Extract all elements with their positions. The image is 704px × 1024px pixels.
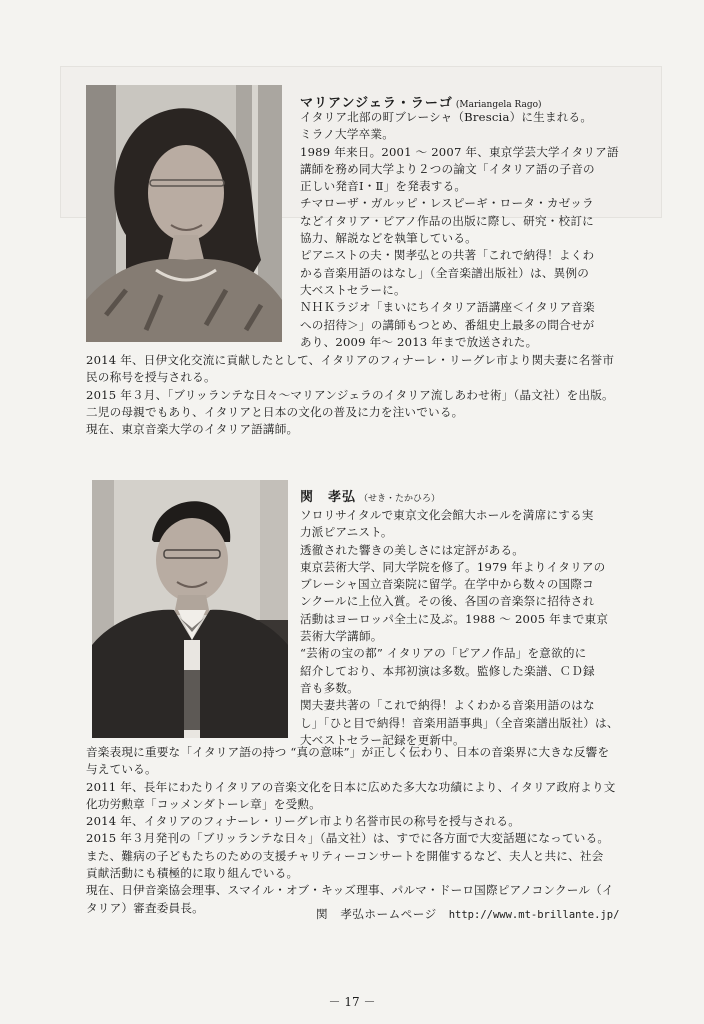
portrait-mariangela-rago xyxy=(86,85,282,342)
bio-line: ＮＨＫラジオ「まいにちイタリア語講座＜イタリア音楽 xyxy=(300,300,595,315)
homepage-url[interactable]: http://www.mt-brillante.jp/ xyxy=(448,909,620,921)
bio-line: 2011 年、長年にわたりイタリアの音楽文化を日本に広めた多大な功績により、イタリア政府より文 xyxy=(86,779,616,794)
homepage-line xyxy=(316,906,619,922)
bio-line: 関夫妻共著の「これで納得！よくわかる音楽用語のはな xyxy=(300,698,595,713)
bio-line: 透徹された響きの美しさには定評がある。 xyxy=(300,542,525,557)
homepage-label: 関 孝弘ホームページ xyxy=(316,907,437,921)
bio-line: 正しい発音Ⅰ・Ⅱ」を発表する。 xyxy=(300,179,467,194)
bio-line: 2014 年、イタリアのフィナーレ・リーグレ市より名誉市民の称号を授与される。 xyxy=(86,814,521,829)
bio-line: 活動はヨーロッパ全土に及ぶ。1988 ～ 2005 年まで東京 xyxy=(300,611,609,626)
profile1-name: マリアンジェラ・ラーゴ xyxy=(300,96,453,111)
portrait-takahiro-seki xyxy=(92,480,288,738)
bio-line: への招待＞」の講師もつとめ、番組史上最多の問合せが xyxy=(300,317,595,332)
bio-line: 二児の母親でもあり、イタリアと日本の文化の普及に力を注いでいる。 xyxy=(86,404,464,419)
profile2-bio-wide xyxy=(86,744,616,917)
bio-line: 1989 年来日。2001 ～ 2007 年、東京学芸大学イタリア語 xyxy=(300,144,619,159)
profile2-name: 関 孝弘 xyxy=(300,490,357,505)
bio-line: チマローザ・ガルッピ・レスピーギ・ロータ・カゼッラ xyxy=(300,196,594,211)
bio-line: 与えている。 xyxy=(86,762,157,777)
profile1-name-reading: (Mariangela Rago) xyxy=(455,100,542,110)
bio-line: ソロリサイタルで東京文化会館大ホールを満席にする実 xyxy=(300,508,594,522)
profile2-bio-narrow xyxy=(300,507,619,749)
bio-line: あり、2009 年～ 2013 年まで放送された。 xyxy=(300,334,538,349)
bio-line: 現在、日伊音楽協会理事、スマイル・オブ・キッズ理事、パルマ・ドーロ国際ピアノコンクール（イ xyxy=(86,883,614,898)
bio-line: 大ベストセラーに。 xyxy=(300,282,406,297)
bio-line: ピアニストの夫・関孝弘との共著「これで納得！よくわ xyxy=(300,248,595,263)
bio-line: 化功労勲章「コッメンダトーレ章」を受勲。 xyxy=(86,796,321,811)
profile1-bio-wide xyxy=(86,352,615,438)
bio-line: し」「ひと目で納得！音楽用語事典」（全音楽譜出版社）は、 xyxy=(300,715,619,730)
page-number: － 17 － xyxy=(328,995,376,1009)
profile1-bio-narrow xyxy=(300,109,619,351)
bio-line: ンクールに上位入賞。その後、各国の音楽祭に招待され xyxy=(300,594,595,609)
bio-line: イタリア北部の町ブレーシャ（Brescia）に生まれる。 xyxy=(300,110,593,124)
bio-line: 大ベストセラー記録を更新中。 xyxy=(300,732,465,747)
bio-line: 音も多数。 xyxy=(300,680,359,695)
bio-line: ブレーシャ国立音楽院に留学。在学中から数々の国際コ xyxy=(300,577,594,592)
bio-line: タリア）審査委員長。 xyxy=(86,900,204,915)
profile2-name-reading: （せき・たかひろ） xyxy=(359,494,441,504)
bio-line: 音楽表現に重要な「イタリア語の持つ “真の意味”」が正しく伝わり、日本の音楽界に大きな反響を xyxy=(86,745,610,759)
bio-line: また、難病の子どもたちのための支援チャリティーコンサートを開催するなど、夫人と共に、社会 xyxy=(86,848,604,863)
bio-line: などイタリア・ピアノ作品の出版に際し、研究・校訂に xyxy=(300,213,594,228)
bio-line: 2015 年３月、「ブリッランテな日々～マリアンジェラのイタリア流しあわせ術」（晶文社）を出版。 xyxy=(86,387,614,402)
profile2-name-heading xyxy=(300,486,440,505)
bio-line: 芸術大学講師。 xyxy=(300,629,383,644)
bio-line: ミラノ大学卒業。 xyxy=(300,127,395,142)
bio-line: 2015 年３月発刊の「ブリッランテな日々」（晶文社）は、すでに各方面で大変話題になっている。 xyxy=(86,831,610,846)
bio-line: 東京芸術大学、同大学院を修了。1979 年よりイタリアの xyxy=(300,559,606,574)
bio-line: かる音楽用語のはなし」（全音楽譜出版社）は、異例の xyxy=(300,265,590,280)
bio-line: 貢献活動にも積極的に取り組んでいる。 xyxy=(86,866,299,881)
bio-line: 民の称号を授与される。 xyxy=(86,370,216,385)
bio-line: 協力、解説などを執筆している。 xyxy=(300,231,477,246)
bio-line: 力派ピアニスト。 xyxy=(300,525,393,540)
bio-line: 2014 年、日伊文化交流に貢献したとして、イタリアのフィナーレ・リーグレ市より関夫妻に名誉市 xyxy=(86,353,615,367)
bio-line: 現在、東京音楽大学のイタリア語講師。 xyxy=(86,422,299,437)
bio-line: 講師を務め同大学より２つの論文「イタリア語の子音の xyxy=(300,161,595,176)
bio-line: 紹介しており、本邦初演は多数。監修した楽譜、ＣＤ録 xyxy=(300,663,595,678)
bio-line: “芸術の宝の都” イタリアの「ピアノ作品」を意欲的に xyxy=(300,646,587,661)
